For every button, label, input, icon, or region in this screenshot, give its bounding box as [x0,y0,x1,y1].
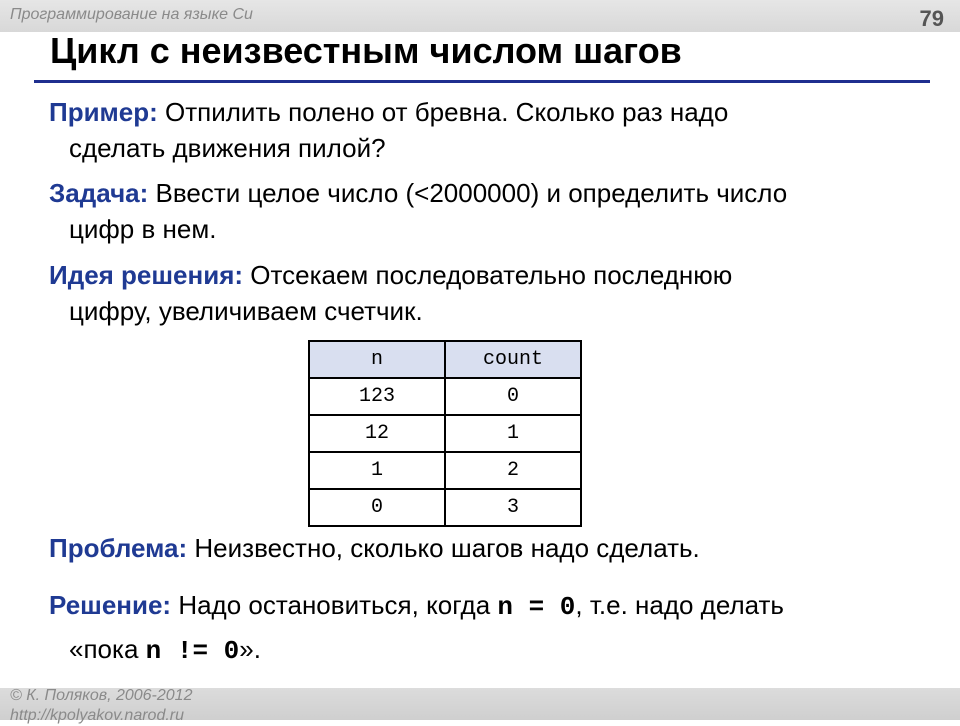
solution-code-loop-condition: n != 0 [145,636,240,666]
solution-label: Решение: [49,590,172,620]
footer-credits [10,686,192,726]
table-row [309,378,581,415]
idea-label: Идея решения: [49,260,244,290]
table-cell-count: 3 [445,489,581,526]
footer-url[interactable]: http://kpolyakov.narod.ru [10,707,185,724]
page-number: 79 [919,6,944,31]
example-text-line2: сделать движения пилой? [69,133,386,163]
problem-label: Проблема: [49,533,188,563]
task-paragraph [49,175,909,247]
solution-paragraph [49,584,909,672]
task-text-line2: цифр в нем. [69,214,217,244]
idea-paragraph [49,257,909,329]
table-cell-count: 2 [445,452,581,489]
solution-text-2: , т.е. надо делать [575,590,784,620]
task-label: Задача: [49,178,149,208]
table-header-count: count [445,341,581,378]
title-divider [34,80,930,83]
table-row [309,489,581,526]
idea-text-line2: цифру, увеличиваем счетчик. [69,296,423,326]
table-cell-n: 1 [309,452,445,489]
table-cell-n: 123 [309,378,445,415]
course-title: Программирование на языке Си [10,6,253,23]
table-cell-count: 1 [445,415,581,452]
table-header-row [309,341,581,378]
solution-text-3: «пока [69,634,146,664]
table-cell-count: 0 [445,378,581,415]
idea-text-line1: Отсекаем последовательно последнюю [243,260,733,290]
problem-paragraph [49,530,909,566]
table-header-n: n [309,341,445,378]
example-text-line1: Отпилить полено от бревна. Сколько раз надо [157,97,729,127]
solution-text-1: Надо остановиться, когда [171,590,498,620]
table-cell-n: 0 [309,489,445,526]
example-paragraph [49,94,909,166]
table-row [309,452,581,489]
solution-code-condition: n = 0 [497,592,576,622]
slide-title: Цикл с неизвестным числом шагов [50,30,682,71]
task-text-line1: Ввести целое число (<2000000) и определить число [148,178,788,208]
trace-table [308,340,582,527]
example-label: Пример: [49,97,158,127]
problem-text: Неизвестно, сколько шагов надо сделать. [187,533,700,563]
table-row [309,415,581,452]
footer-copyright: © К. Поляков, 2006-2012 [10,687,193,704]
table-cell-n: 12 [309,415,445,452]
solution-text-4: ». [239,634,261,664]
header-bar [0,0,960,32]
